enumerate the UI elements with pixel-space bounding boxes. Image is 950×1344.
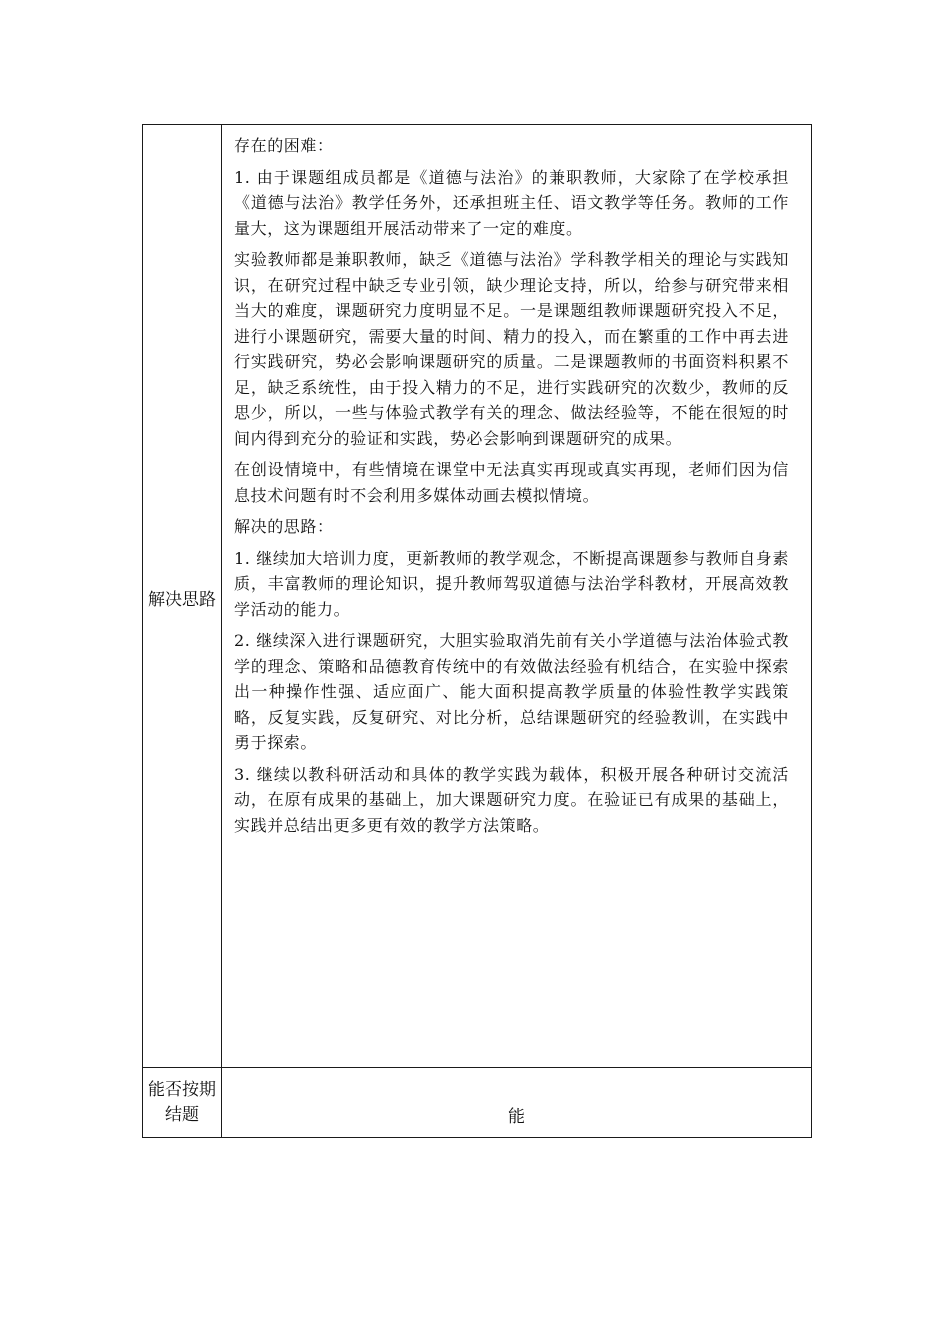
idea-paragraph-2: 2. 继续深入进行课题研究，大胆实验取消先前有关小学道德与法治体验式教学的理念、策略和品德教育传统中的有效做法经验有机结合，在实验中探索出一种操作性强、适应面广、能大面积提高教学质量的体验性教学实践策略，反复实践，反复研究、对比分析，总结课题研究的经验教训，在实践中勇于探索。 [234, 631, 789, 752]
difficulty-paragraph-2: 实验教师都是兼职教师，缺乏《道德与法治》学科教学相关的理论与实践知识，在研究过程中缺乏专业引领，缺少理论支持，所以，给参与研究带来相当大的难度，课题研究力度明显不足。一是课题组教师课题研究投入不足，进行小课题研究，需要大量的时间、精力的投入，而在繁重的工作中再去进行实践研究，势必会影响课题研究的质量。二是课题教师的书面资料积累不足，缺乏系统性，由于投入精力的不足，进行实践研究的次数少，教师的反思少，所以，一些与体验式教学有关的理念、做法经验等，不能在很短的时间内得到充分的验证和实践，势必会影响到课题研究的成果。 [234, 250, 789, 448]
ideas-heading: 解决的思路： [234, 517, 334, 536]
completion-row [143, 1068, 812, 1138]
completion-answer-cell [222, 1068, 812, 1138]
completion-answer: 能 [508, 1107, 525, 1127]
difficulty-paragraph-3: 在创设情境中，有些情境在课堂中无法真实再现或真实再现，老师们因为信息技术问题有时不会利用多媒体动画去模拟情境。 [234, 460, 789, 505]
solution-row [143, 125, 812, 1068]
report-table [142, 124, 812, 1138]
completion-label-cell [143, 1068, 222, 1138]
solution-label: 解决思路 [148, 589, 216, 610]
idea-paragraph-1: 1. 继续加大培训力度，更新教师的教学观念，不断提高课题参与教师自身素质，丰富教师的理论知识，提升教师驾驭道德与法治学科教材，开展高效教学活动的能力。 [234, 548, 789, 619]
completion-label: 能否按期结题 [148, 1079, 216, 1125]
difficulties-heading: 存在的困难： [234, 136, 334, 155]
difficulty-paragraph-1: 1. 由于课题组成员都是《道德与法治》的兼职教师，大家除了在学校承担《道德与法治》教学任务外，还承担班主任、语文教学等任务。教师的工作量大，这为课题组开展活动带来了一定的难度。 [234, 167, 789, 238]
solution-label-cell [143, 125, 222, 1068]
solution-content-cell [222, 125, 812, 1068]
idea-paragraph-3: 3. 继续以教科研活动和具体的教学实践为载体，积极开展各种研讨交流活动，在原有成果的基础上，加大课题研究力度。在验证已有成果的基础上，实践并总结出更多更有效的教学方法策略。 [234, 764, 789, 835]
